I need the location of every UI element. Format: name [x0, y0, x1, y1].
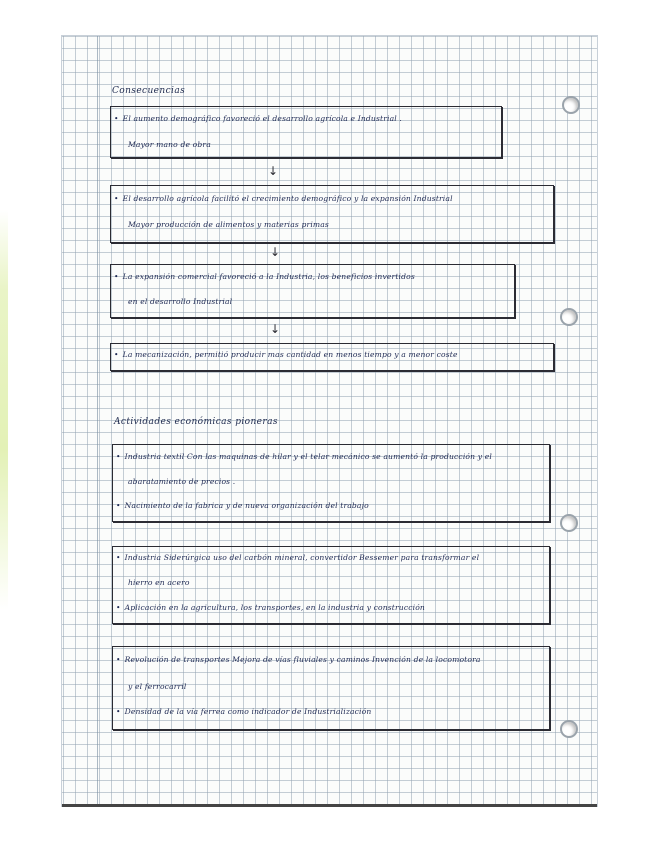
flow-arrow-2: ↓ [270, 245, 281, 259]
activity-2-line-2: hierro en acero [128, 578, 190, 587]
consequences-heading: Consecuencias [112, 86, 186, 96]
bullet: • [116, 655, 121, 664]
consequence-3-line-1 [114, 272, 415, 281]
binder-hole-lower-middle [560, 514, 578, 532]
bullet: • [116, 501, 121, 510]
bullet: • [116, 707, 121, 716]
activity-1-line-3 [116, 501, 369, 510]
bullet: • [114, 350, 119, 359]
consequence-1-line-1 [114, 114, 402, 123]
consequence-2-text-1: El desarrollo agrícola facilitó el crecimiento demográfico y la expansión Industrial [122, 194, 453, 203]
page-bottom-edge [62, 804, 597, 807]
flow-arrow-1: ↓ [268, 164, 279, 178]
flow-arrow-3: ↓ [270, 322, 281, 336]
consequence-3-line-2: en el desarrollo Industrial [128, 297, 233, 306]
bullet: • [116, 452, 121, 461]
consequence-2-line-1 [114, 194, 453, 203]
activity-3-line-2: y el ferrocarril [128, 682, 187, 691]
activity-1-line-1 [116, 452, 492, 461]
binder-hole-bottom [560, 720, 578, 738]
binder-hole-upper-middle [560, 308, 578, 326]
activity-3-text-1: Revolución de transportes Mejora de vías fluviales y caminos Invención de la locomotora [124, 655, 481, 664]
bullet: • [116, 603, 121, 612]
paper-edge-tint [0, 210, 8, 610]
bullet: • [116, 553, 121, 562]
activity-1-text-3: Nacimiento de la fabrica y de nueva organización del trabajo [124, 501, 369, 510]
activities-heading: Actividades económicas pioneras [114, 417, 278, 427]
activity-2-text-1: Industria Siderúrgica uso del carbón mineral, convertidor Bessemer para transformar el [124, 553, 480, 562]
activity-3-line-3 [116, 707, 371, 716]
consequence-1-text-1: El aumento demográfico favoreció el desarrollo agrícola e Industrial . [122, 114, 402, 123]
bullet: • [114, 114, 119, 123]
activity-1-text-1: Industria textil Con las maquinas de hilar y el telar mecánico se aumentó la producción y el [124, 452, 492, 461]
consequence-3-text-1: La expansión comercial favoreció a la Industria, los beneficios invertidos [122, 272, 415, 281]
bullet: • [114, 272, 119, 281]
margin-line [97, 36, 98, 806]
consequence-1-line-2: Mayor mano de obra [128, 140, 211, 149]
consequence-2-line-2: Mayor producción de alimentos y materias primas [128, 220, 329, 229]
binder-hole-top [562, 96, 580, 114]
activity-2-line-3 [116, 603, 425, 612]
consequence-4-line-1 [114, 350, 458, 359]
activity-3-line-1 [116, 655, 481, 664]
activity-2-text-3: Aplicación en la agricultura, los transportes, en la industria y construcción [124, 603, 425, 612]
activity-3-text-3: Densidad de la vía ferrea como indicador de Industrialización [124, 707, 372, 716]
activity-1-line-2: abaratamiento de precios . [128, 477, 236, 486]
activity-2-line-1 [116, 553, 479, 562]
bullet: • [114, 194, 119, 203]
consequence-4-text-1: La mecanización, permitió producir mas cantidad en menos tiempo y a menor coste [122, 350, 458, 359]
